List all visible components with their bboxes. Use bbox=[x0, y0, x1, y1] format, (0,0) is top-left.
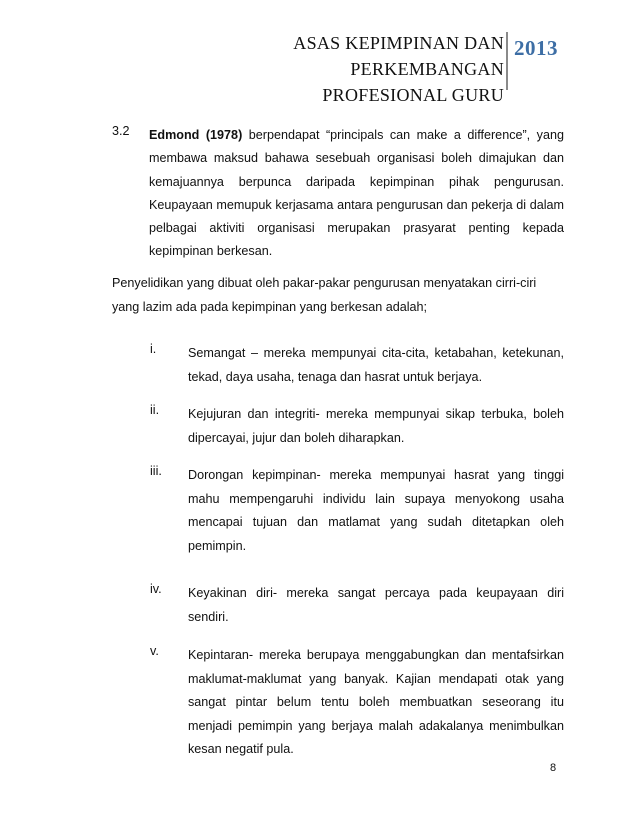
section-number: 3.2 bbox=[112, 124, 130, 138]
list-item-number: iii. bbox=[150, 464, 162, 478]
list-item-number: iv. bbox=[150, 582, 162, 596]
header-title bbox=[140, 30, 504, 108]
list-item-number: i. bbox=[150, 342, 157, 356]
list-item-text: Keyakinan diri- mereka sangat percaya pada keupayaan diri sendiri. bbox=[188, 586, 564, 624]
list-item-text: Semangat – mereka mempunyai cita-cita, ketabahan, ketekunan, tekad, daya usaha, tenaga dan hasrat untuk berjaya. bbox=[188, 346, 564, 384]
list-item-text: Dorongan kepimpinan- mereka mempunyai hasrat yang tinggi mahu mempengaruhi individu lain supaya menyokong usaha mencapai tujuan dan matlamat yang sudah ditetapkan oleh pemimpin. bbox=[188, 468, 564, 553]
section-body: berpendapat “principals can make a difference”, yang membawa maksud bahawa sesebuah organisasi boleh dimajukan dan kemajuannya berpunca daripada kepimpinan pihak pengurusan. Keupayaan memupuk kerjasama antara pengurusan dan pekerja di dalam pelbagai aktiviti organisasi merupakan prasyarat penting kepada kepimpinan berkesan. bbox=[149, 128, 564, 259]
list-item-number: v. bbox=[150, 644, 159, 658]
list-item-text: Kepintaran- mereka berupaya menggabungkan dan mentafsirkan maklumat-maklumat yang banyak. Kajian mendapati otak yang sangat pintar belum tentu boleh membuatkan seseorang itu menjadi pemimpin yang berjaya malah adakalanya menimbulkan kesan negatif pula. bbox=[188, 648, 564, 756]
header-divider bbox=[506, 32, 508, 90]
list-item-number: ii. bbox=[150, 403, 160, 417]
page-number: 8 bbox=[550, 762, 557, 774]
header-year: 2013 bbox=[514, 36, 558, 60]
list-item-text: Kejujuran dan integriti- mereka mempunyai sikap terbuka, boleh dipercayai, jujur dan boleh diharapkan. bbox=[188, 407, 564, 445]
intro-paragraph: Penyelidikan yang dibuat oleh pakar-pakar pengurusan menyatakan cirri-ciri yang lazim ada pada kepimpinan yang berkesan adalah; bbox=[112, 276, 537, 314]
section-author: Edmond (1978) bbox=[149, 128, 243, 142]
section-paragraph bbox=[149, 124, 564, 264]
header-title-line2: PROFESIONAL GURU bbox=[322, 85, 504, 105]
header-title-line1: ASAS KEPIMPINAN DAN PERKEMBANGAN bbox=[293, 33, 504, 79]
